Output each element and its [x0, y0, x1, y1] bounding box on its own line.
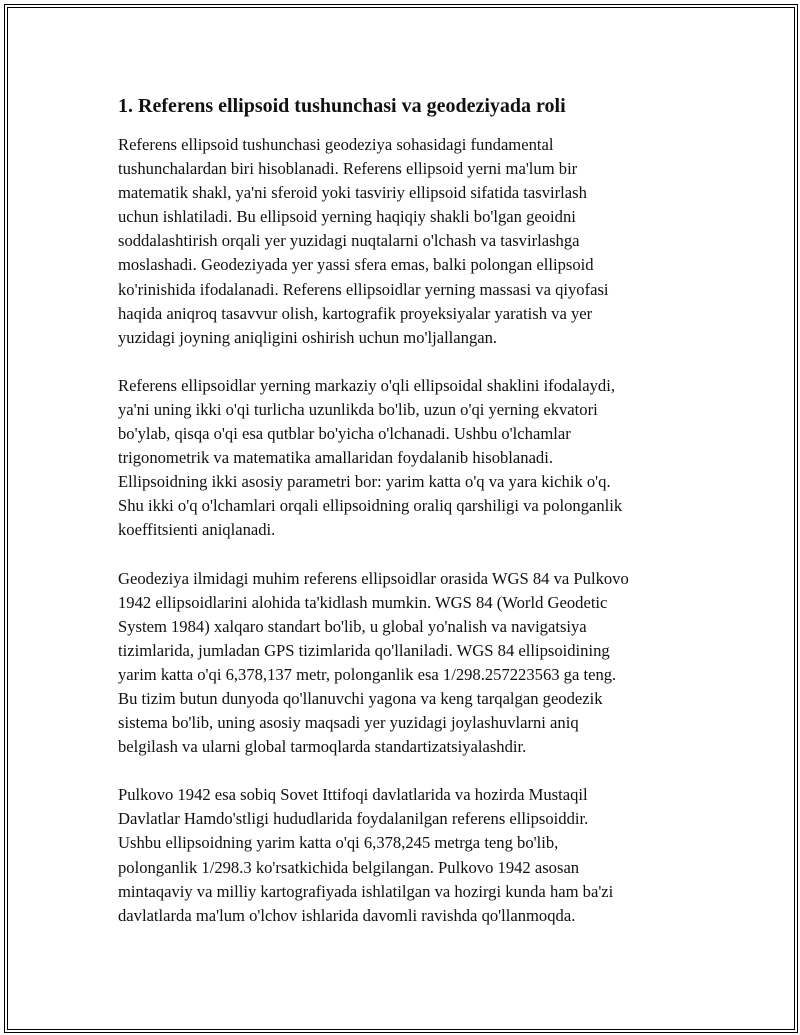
document-body	[118, 93, 688, 952]
paragraph-1: Referens ellipsoid tushunchasi geodeziya sohasidagi fundamental tushunchalardan biri hisoblanadi. Referens ellipsoid yerni ma'lum bir matematik shakl, ya'ni sferoid yoki tasviriy ellipsoid sifatida tasvirlash uchun ishlatiladi. Bu ellipsoid yerning haqiqiy shakli bo'lgan geoidni soddalashtirish orqali yer yuzidagi nuqtalarni o'lchash va tasvirlashga moslashadi. Geodeziyada yer yassi sfera emas, balki polongan ellipsoid ko'rinishida ifodalanadi. Referens ellipsoidlar yerning massasi va qiyofasi haqida aniqroq tasavvur olish, kartografik proyeksiyalar yaratish va yer yuzidagi joyning aniqligini oshirish uchun mo'ljallangan.	[118, 135, 609, 347]
paragraph-3: Geodeziya ilmidagi muhim referens ellipsoidlar orasida WGS 84 va Pulkovo 1942 ellipsoidlarini alohida ta'kidlash mumkin. WGS 84 (World Geodetic System 1984) xalqaro standart bo'lib, u global yo'nalish va navigatsiya tizimlarida, jumladan GPS tizimlarida qo'llaniladi. WGS 84 ellipsoidining yarim katta o'qi 6,378,137 metr, polonganlik esa 1/298.257223563 ga teng. Bu tizim butun dunyoda qo'llanuvchi yagona va keng tarqalgan geodezik sistema bo'lib, uning asosiy maqsadi yer yuzidagi joylashuvlarni aniq belgilash va ularni global tarmoqlarda standartizatsiyalashdir.	[118, 568, 629, 757]
paragraph-2: Referens ellipsoidlar yerning markaziy o'qli ellipsoidal shaklini ifodalaydi, ya'ni uning ikki o'qi turlicha uzunlikda bo'lib, uzun o'qi yerning ekvatori bo'ylab, qisqa o'qi esa qutblar bo'yicha o'lchanadi. Ushbu o'lchamlar trigonometrik va matematika amallaridan foydalanib hisoblanadi. Ellipsoidning ikki asosiy parametri bor: yarim katta o'q va yara kichik o'q. Shu ikki o'q o'lchamlari orqali ellipsoidning oraliq qarshiligi va polonganlik koeffitsienti aniqlanadi.	[118, 375, 623, 540]
section-heading: 1. Referens ellipsoid tushunchasi va geodeziyada roli	[118, 95, 566, 117]
paragraph-4: Pulkovo 1942 esa sobiq Sovet Ittifoqi davlatlarida va hozirda Mustaqil Davlatlar Hamdo'stligi hududlarida foydalanilgan referens ellipsoiddir. Ushbu ellipsoidning yarim katta o'qi 6,378,245 metrga teng bo'lib, polonganlik 1/298.3 ko'rsatkichida belgilangan. Pulkovo 1942 asosan mintaqaviy va milliy kartografiyada ishlatilgan va hozirgi kunda ham ba'zi davlatlarda ma'lum o'lchov ishlarida davomli ravishda qo'llanmoqda.	[118, 785, 614, 925]
